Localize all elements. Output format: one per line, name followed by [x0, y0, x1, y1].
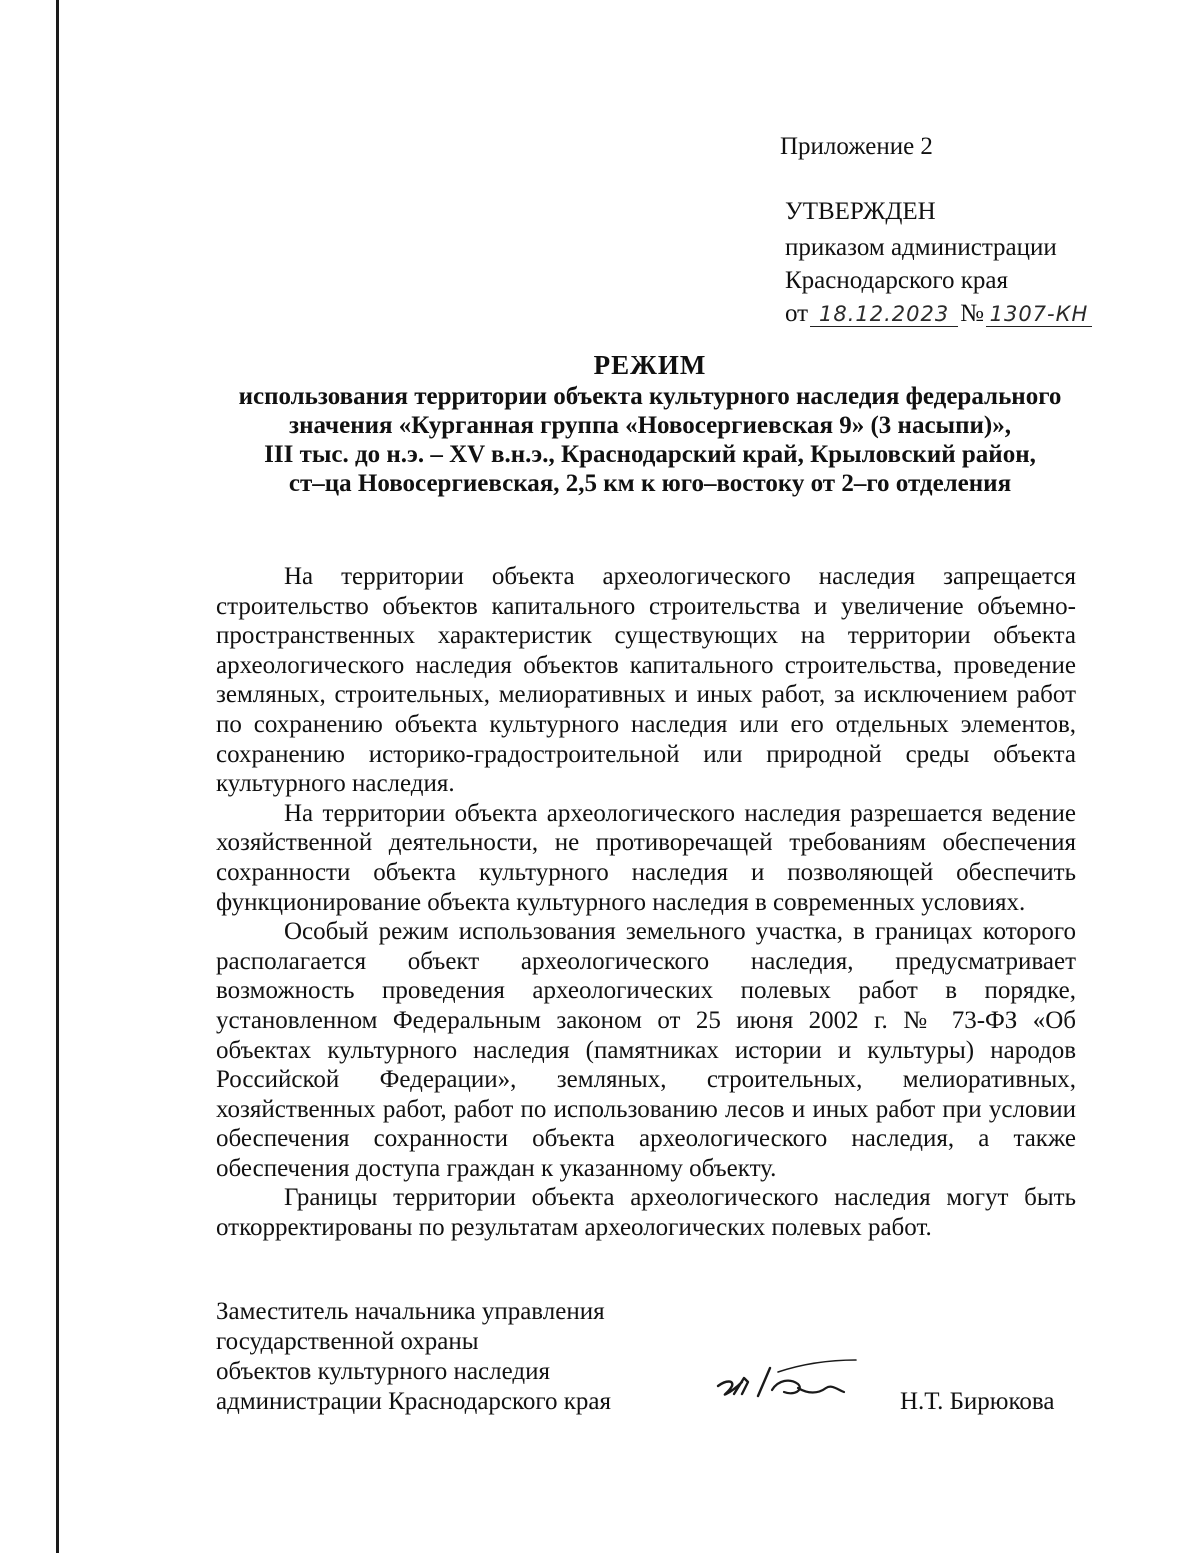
subtitle-line: III тыс. до н.э. – XV в.н.э., Краснодарский край, Крыловский район, [264, 441, 1036, 468]
handwritten-date: 18.12.2023 [810, 302, 958, 327]
approval-date-line [785, 297, 1092, 330]
appendix-label: Приложение 2 [780, 133, 933, 160]
approval-stamp-block [785, 195, 1092, 330]
paragraph-prohibitions: На территории объекта археологического наследия запрещается строительство объектов капитального строительства и увеличение объемно-пространственных характеристик существующих на территории объекта археологического наследия объектов капитального строительства, проведение земляных, строительных, мелиоративных и иных работ, за исключением работ по сохранению объекта культурного наследия или его отдельных элементов, сохранению историко-градостроительной или природной среды объекта культурного наследия. [216, 563, 1076, 798]
subtitle-line: значения «Курганная группа «Новосергиевская 9» (3 насыпи)», [289, 412, 1011, 439]
position-line: Заместитель начальника управления [216, 1298, 605, 1325]
document-body [216, 562, 1076, 1243]
signatory-position [216, 1297, 611, 1417]
scan-left-edge-line [56, 0, 59, 1553]
document-subtitle [150, 382, 1150, 498]
document-title: РЕЖИМ [593, 350, 707, 380]
signer-name: Н.Т. Бирюкова [900, 1388, 1055, 1415]
position-line: объектов культурного наследия [216, 1358, 550, 1385]
handwritten-order-number: 1307-КН [986, 302, 1092, 327]
date-prefix: от [785, 300, 809, 327]
approval-line-2: Краснодарского края [785, 267, 1008, 294]
subtitle-line: использования территории объекта культурного наследия федерального [238, 383, 1062, 410]
approval-line-1: приказом администрации [785, 234, 1057, 261]
position-line: администрации Краснодарского края [216, 1388, 612, 1415]
paragraph-boundaries: Границы территории объекта археологического наследия могут быть откорректированы по результатам археологических полевых работ. [216, 1184, 1076, 1242]
approval-heading: УТВЕРЖДЕН [785, 198, 936, 225]
handwritten-signature [712, 1350, 862, 1410]
subtitle-line: ст–ца Новосергиевская, 2,5 км к юго–востоку от 2–го отделения [288, 470, 1012, 497]
paragraph-permitted-activity: На территории объекта археологического наследия разрешается ведение хозяйственной деятельности, не противоречащей требованиям обеспечения сохранности объекта культурного наследия и позволяющей обеспечить функционирование объекта культурного наследия в современных условиях. [216, 799, 1076, 916]
number-prefix: № [960, 300, 984, 327]
position-line: государственной охраны [216, 1328, 479, 1355]
paragraph-special-regime: Особый режим использования земельного участка, в границах которого располагается объект археологического наследия, предусматривает возможность проведения археологических полевых работ в порядке, установленном Федеральным законом от 25 июня 2002 г. № 73-ФЗ «Об объектах культурного наследия (памятниках истории и культуры) народов Российской Федерации», земляных, строительных, мелиоративных, хозяйственных работ, работ по использованию лесов и иных работ при условии обеспечения сохранности объекта археологического наследия, а также обеспечения доступа граждан к указанному объекту. [216, 918, 1076, 1182]
